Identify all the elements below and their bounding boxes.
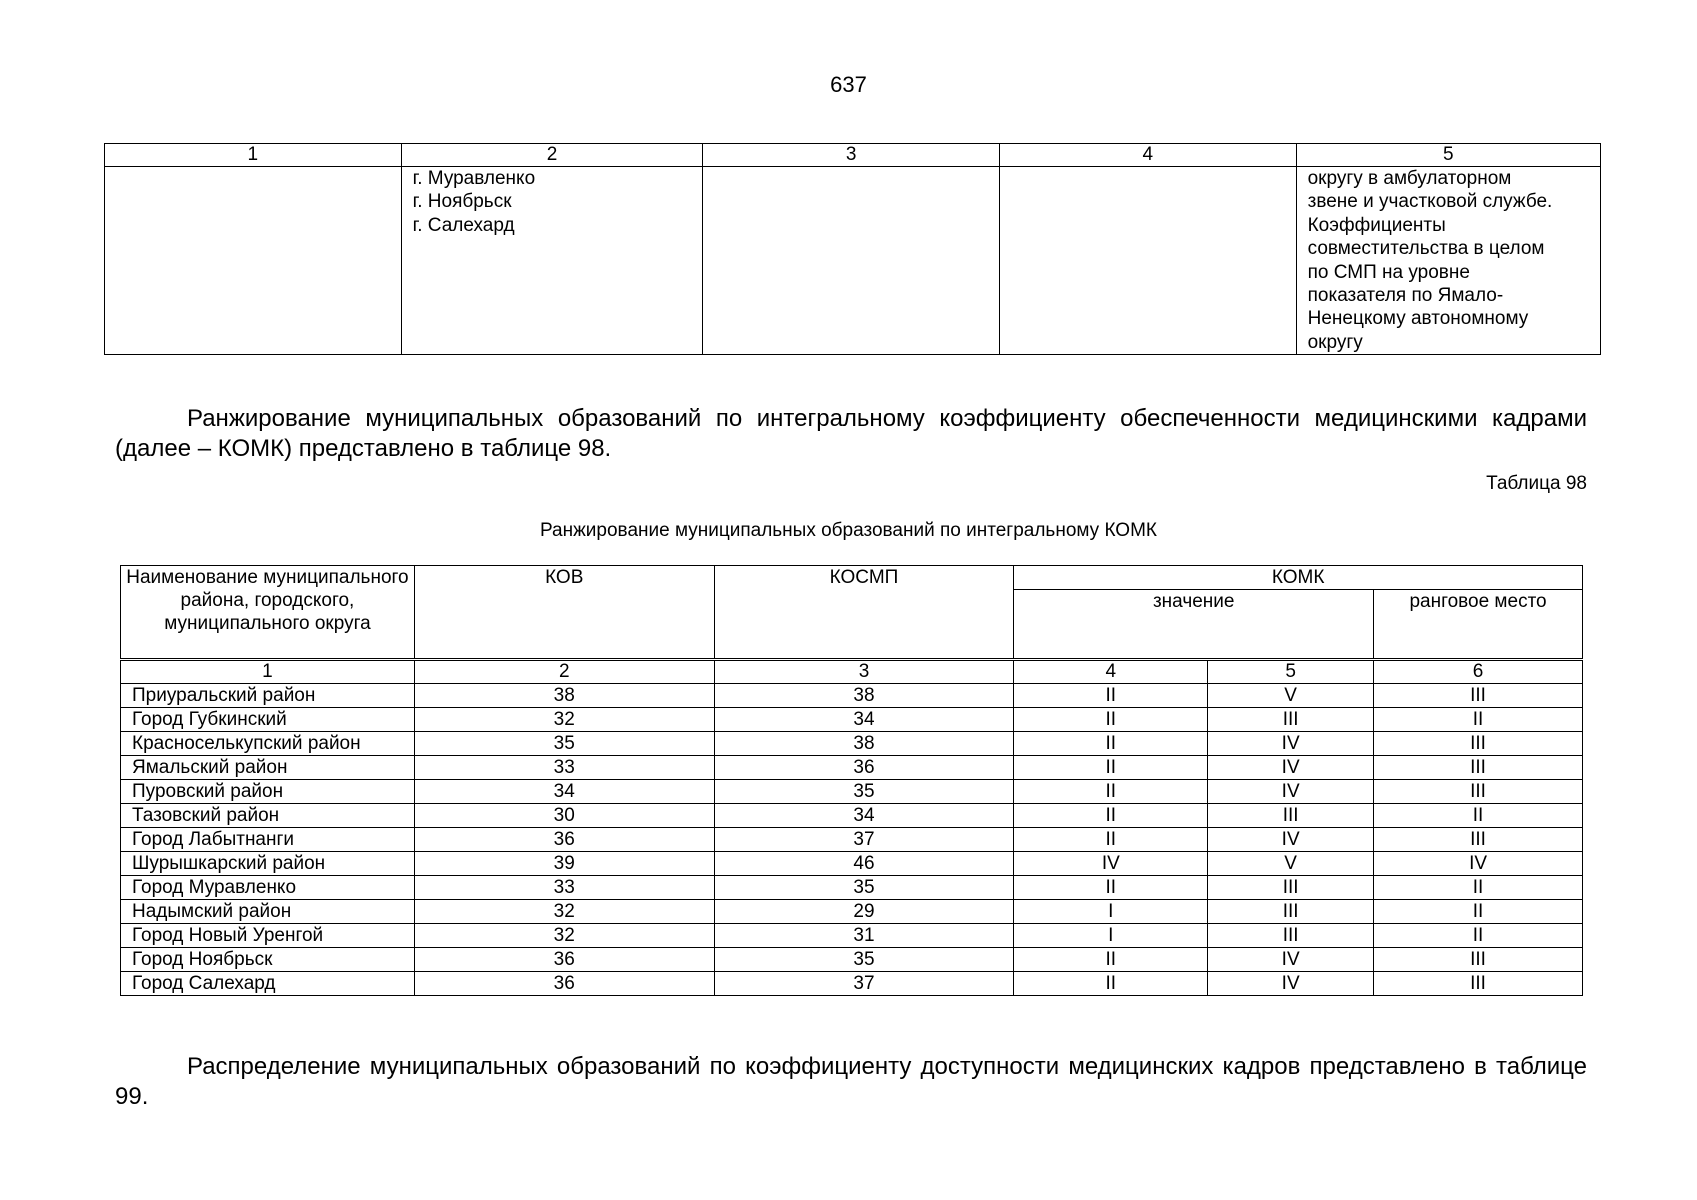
municipality-name: Приуральский район: [121, 684, 415, 708]
komk-col5: III: [1208, 708, 1374, 732]
kosmp-value: 31: [714, 924, 1014, 948]
description-line: совместительства в целом: [1307, 238, 1545, 260]
kov-value: 33: [414, 876, 714, 900]
komk-col4: II: [1014, 876, 1208, 900]
table-row: [121, 780, 1583, 804]
column-number: 4: [1000, 144, 1297, 167]
kov-value: 36: [414, 828, 714, 852]
kosmp-value: 34: [714, 708, 1014, 732]
column-number: 1: [121, 660, 415, 684]
column-number: 2: [401, 144, 703, 167]
komk-col4: II: [1014, 756, 1208, 780]
komk-col5: V: [1208, 684, 1374, 708]
kosmp-value: 35: [714, 780, 1014, 804]
municipality-name: Город Лабытнанги: [121, 828, 415, 852]
komk-col4: II: [1014, 780, 1208, 804]
komk-rank: II: [1374, 804, 1583, 828]
kosmp-value: 34: [714, 804, 1014, 828]
table-row: [121, 732, 1583, 756]
description-line: округу: [1307, 331, 1363, 353]
kosmp-value: 38: [714, 732, 1014, 756]
column-number: 6: [1374, 660, 1583, 684]
ranking-table: [120, 565, 1583, 996]
header-name: Наименование муниципального района, городского, муниципального округа: [121, 566, 415, 660]
table-row: [121, 948, 1583, 972]
komk-rank: II: [1374, 708, 1583, 732]
table-label: Таблица 98: [1486, 473, 1587, 494]
kosmp-value: 29: [714, 900, 1014, 924]
header-row: [121, 566, 1583, 590]
empty-cell: [1000, 167, 1297, 355]
komk-col4: II: [1014, 804, 1208, 828]
city-list-cell: [401, 167, 703, 355]
komk-col5: IV: [1208, 780, 1374, 804]
header-kov: КОВ: [414, 566, 714, 660]
komk-col4: II: [1014, 972, 1208, 996]
komk-col5: IV: [1208, 756, 1374, 780]
municipality-name: Тазовский район: [121, 804, 415, 828]
table-row: [121, 852, 1583, 876]
continued-table: [104, 143, 1601, 355]
description-cell: [1296, 167, 1600, 355]
table-row: [121, 876, 1583, 900]
komk-col5: III: [1208, 900, 1374, 924]
column-number: 4: [1014, 660, 1208, 684]
komk-col4: II: [1014, 828, 1208, 852]
komk-col4: IV: [1014, 852, 1208, 876]
komk-rank: II: [1374, 876, 1583, 900]
komk-col5: IV: [1208, 948, 1374, 972]
header-rank: ранговое место: [1374, 590, 1583, 660]
kosmp-value: 36: [714, 756, 1014, 780]
komk-rank: III: [1374, 732, 1583, 756]
table-row: [121, 804, 1583, 828]
municipality-name: Ямальский район: [121, 756, 415, 780]
description-line: округу в амбулаторном: [1307, 168, 1512, 189]
page-number: 637: [830, 72, 867, 97]
column-number: 5: [1296, 144, 1600, 167]
description-line: показателя по Ямало-: [1307, 285, 1504, 307]
column-number: 3: [714, 660, 1014, 684]
kov-value: 34: [414, 780, 714, 804]
komk-rank: II: [1374, 900, 1583, 924]
column-number-row: [121, 660, 1583, 684]
column-number: 1: [105, 144, 402, 167]
body-paragraph: Распределение муниципальных образований по коэффициенту доступности медицинских кадров представлено в таблице 99.: [115, 1053, 1587, 1110]
komk-col4: II: [1014, 948, 1208, 972]
table-row: [121, 828, 1583, 852]
komk-rank: III: [1374, 684, 1583, 708]
table-row: [121, 924, 1583, 948]
komk-col5: IV: [1208, 732, 1374, 756]
komk-col4: I: [1014, 924, 1208, 948]
municipality-name: Красноселькупский район: [121, 732, 415, 756]
city-line: г. Муравленко: [412, 168, 536, 189]
komk-rank: III: [1374, 972, 1583, 996]
header-komk: КОМК: [1014, 566, 1583, 590]
empty-cell: [105, 167, 402, 355]
kov-value: 32: [414, 924, 714, 948]
kov-value: 33: [414, 756, 714, 780]
column-number: 3: [703, 144, 1000, 167]
kov-value: 35: [414, 732, 714, 756]
kov-value: 30: [414, 804, 714, 828]
header-kosmp: КОСМП: [714, 566, 1014, 660]
description-line: звене и участковой службе.: [1307, 191, 1553, 213]
city-line: г. Ноябрьск: [412, 191, 512, 213]
komk-rank: III: [1374, 780, 1583, 804]
kov-value: 39: [414, 852, 714, 876]
komk-col4: II: [1014, 732, 1208, 756]
kov-value: 32: [414, 708, 714, 732]
komk-col4: II: [1014, 708, 1208, 732]
municipality-name: Надымский район: [121, 900, 415, 924]
continued-row: [105, 167, 1601, 355]
kov-value: 36: [414, 972, 714, 996]
komk-rank: II: [1374, 924, 1583, 948]
kosmp-value: 35: [714, 948, 1014, 972]
municipality-name: Город Губкинский: [121, 708, 415, 732]
table-row: [121, 900, 1583, 924]
kosmp-value: 38: [714, 684, 1014, 708]
table-caption: Ранжирование муниципальных образований по интегральному КОМК: [540, 520, 1157, 541]
komk-rank: III: [1374, 828, 1583, 852]
table-row: [121, 708, 1583, 732]
komk-rank: III: [1374, 948, 1583, 972]
komk-col5: IV: [1208, 828, 1374, 852]
table-row: [121, 972, 1583, 996]
municipality-name: Город Новый Уренгой: [121, 924, 415, 948]
komk-rank: III: [1374, 756, 1583, 780]
kosmp-value: 37: [714, 828, 1014, 852]
komk-col5: III: [1208, 804, 1374, 828]
header-value: значение: [1014, 590, 1374, 660]
column-number-row: [105, 144, 1601, 167]
description-line: Коэффициенты: [1307, 214, 1446, 236]
komk-col5: III: [1208, 924, 1374, 948]
column-number: 2: [414, 660, 714, 684]
kosmp-value: 35: [714, 876, 1014, 900]
city-line: г. Салехард: [412, 214, 515, 236]
komk-col5: V: [1208, 852, 1374, 876]
municipality-name: Город Салехард: [121, 972, 415, 996]
municipality-name: Пуровский район: [121, 780, 415, 804]
komk-col4: II: [1014, 684, 1208, 708]
table-row: [121, 756, 1583, 780]
empty-cell: [703, 167, 1000, 355]
kosmp-value: 46: [714, 852, 1014, 876]
municipality-name: Город Ноябрьск: [121, 948, 415, 972]
description-line: по СМП на уровне: [1307, 261, 1470, 283]
body-paragraph: Ранжирование муниципальных образований по интегральному коэффициенту обеспеченности медицинскими кадрами (далее – КОМК) представлено в таблице 98.: [115, 405, 1587, 462]
table-row: [121, 684, 1583, 708]
kosmp-value: 37: [714, 972, 1014, 996]
komk-col5: III: [1208, 876, 1374, 900]
kov-value: 32: [414, 900, 714, 924]
kov-value: 38: [414, 684, 714, 708]
municipality-name: Город Муравленко: [121, 876, 415, 900]
komk-rank: IV: [1374, 852, 1583, 876]
komk-col5: IV: [1208, 972, 1374, 996]
description-line: Ненецкому автономному: [1307, 308, 1529, 330]
column-number: 5: [1208, 660, 1374, 684]
komk-col4: I: [1014, 900, 1208, 924]
kov-value: 36: [414, 948, 714, 972]
municipality-name: Шурышкарский район: [121, 852, 415, 876]
